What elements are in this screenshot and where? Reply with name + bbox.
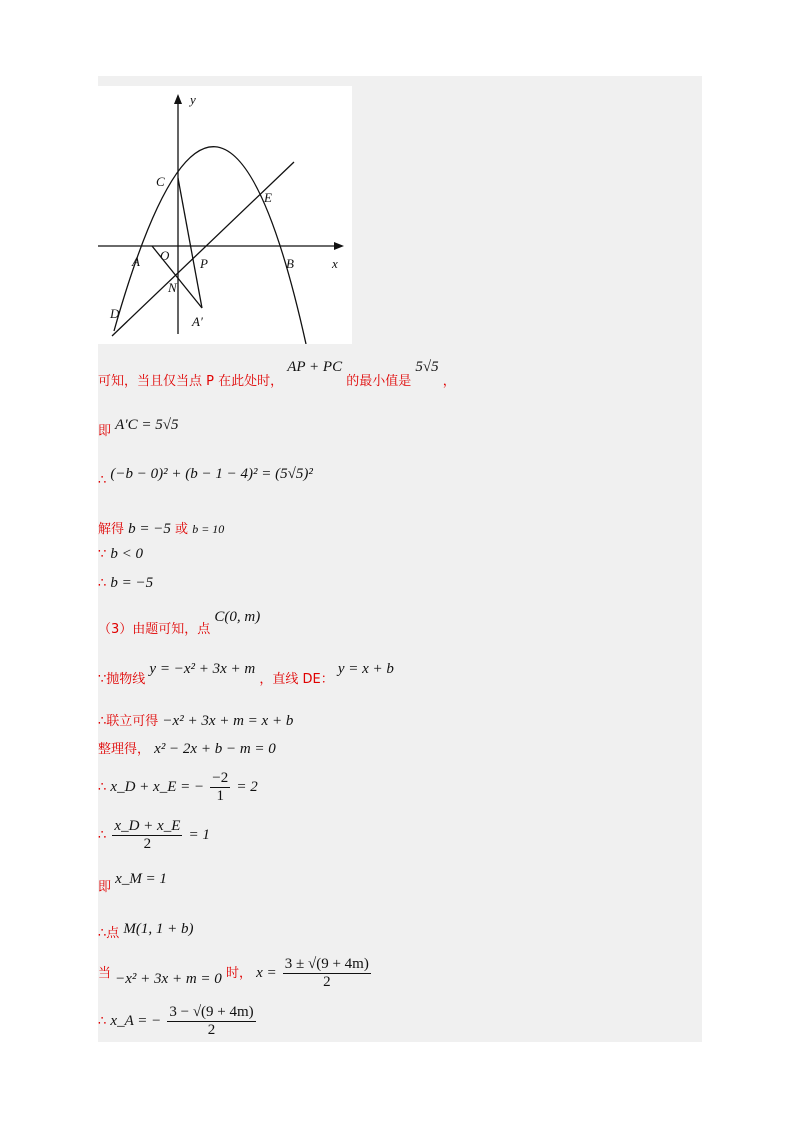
axis-y-label: y xyxy=(190,92,196,107)
line-12: ∴ $\frac{x\_D + x\_E}{2}$ = 1 xyxy=(98,818,210,852)
fraction-roots: $\frac{3 \pm √(9 + 4m)}{2}$ xyxy=(284,956,369,990)
math-a-prime-c: A′C = 5√5 xyxy=(115,417,179,433)
math-ap-pc: AP + PC xyxy=(287,359,343,375)
point-a-label: A xyxy=(132,254,140,269)
math-sum-roots-left: x_D + x_E = − xyxy=(110,779,205,795)
line-14: ∴点 M(1, 1 + b) xyxy=(98,921,194,941)
math-point-c: C(0, m) xyxy=(214,609,261,625)
math-midpoint-right: = 1 xyxy=(188,827,210,843)
point-d-label: D xyxy=(110,306,120,321)
point-c-label: C xyxy=(156,174,165,189)
point-a-prime-label: A′ xyxy=(192,314,203,329)
line-6: ∴ b = −5 xyxy=(98,575,154,591)
point-o-label: O xyxy=(160,248,170,263)
math-b-lt-0: b < 0 xyxy=(110,546,144,562)
math-parabola: y = −x² + 3x + m xyxy=(149,661,256,677)
math-point-m: M(1, 1 + b) xyxy=(123,921,194,937)
fraction-sum-roots: $\frac{-2}{1}$ xyxy=(212,770,229,804)
math-line-de: y = x + b xyxy=(337,661,394,677)
line-10: 整理得， x² − 2x + b − m = 0 xyxy=(98,741,276,757)
segment-ca-prime xyxy=(178,178,202,308)
point-b-label: B xyxy=(286,256,294,271)
line-16: ∴ x_A = − $\frac{3 - √(9 + 4m)}{2}$ xyxy=(98,1004,254,1038)
parabola-curve xyxy=(114,147,306,344)
math-distance-equation: (−b − 0)² + (b − 1 − 4)² = (5√5)² xyxy=(110,466,313,482)
point-n-label: N xyxy=(168,280,177,295)
math-x-equals: x = xyxy=(256,965,277,981)
math-xa-left: x_A = − xyxy=(110,1013,162,1029)
math-simplified: x² − 2x + b − m = 0 xyxy=(154,741,276,757)
point-p-label: P xyxy=(200,256,208,271)
parabola-figure xyxy=(98,86,352,344)
line-4: 解得 b = −5 或 b = 10 xyxy=(98,521,225,537)
line-9: ∴联立可得 −x² + 3x + m = x + b xyxy=(98,713,294,729)
fraction-midpoint: $\frac{x\_D + x\_E}{2}$ xyxy=(114,818,181,852)
math-b-result: b = −5 xyxy=(110,575,154,591)
line-de xyxy=(112,162,294,336)
line-8: ∵抛物线 y = −x² + 3x + m ，直线 DE： y = x + b xyxy=(98,661,394,687)
axis-x-label: x xyxy=(332,256,338,271)
math-b-minus5: b = −5 xyxy=(128,521,171,537)
line-13: 即 x_M = 1 xyxy=(98,871,167,895)
line-11: ∴ x_D + x_E = − $\frac{-2}{1}$ = 2 xyxy=(98,770,258,804)
point-e-label: E xyxy=(264,190,272,205)
line-7: （3）由题可知，点 C(0, m) xyxy=(98,609,261,637)
line-1: 可知，当且仅当点 P 在此处时， AP + PC 的最小值是 5√5 ， xyxy=(98,359,456,389)
math-xm: x_M = 1 xyxy=(115,871,167,887)
math-sum-roots-right: = 2 xyxy=(236,779,258,795)
math-min-value: 5√5 xyxy=(415,359,439,375)
y-axis-arrow xyxy=(174,94,182,104)
line-2: 即 A′C = 5√5 xyxy=(98,417,179,439)
fraction-xa: $\frac{3 - √(9 + 4m)}{2}$ xyxy=(169,1004,254,1038)
x-axis-arrow xyxy=(334,242,344,250)
line-15: 当 −x² + 3x + m = 0 时， x = $\frac{3 \pm √(9 + 4m)}{2}$ xyxy=(98,956,369,990)
line-3: ∴ (−b − 0)² + (b − 1 − 4)² = (5√5)² xyxy=(98,466,313,488)
line-5: ∵ b < 0 xyxy=(98,546,144,562)
math-b-10: b = 10 xyxy=(192,522,225,536)
math-parabola-zero: −x² + 3x + m = 0 xyxy=(115,971,222,987)
math-combined: −x² + 3x + m = x + b xyxy=(162,713,294,729)
